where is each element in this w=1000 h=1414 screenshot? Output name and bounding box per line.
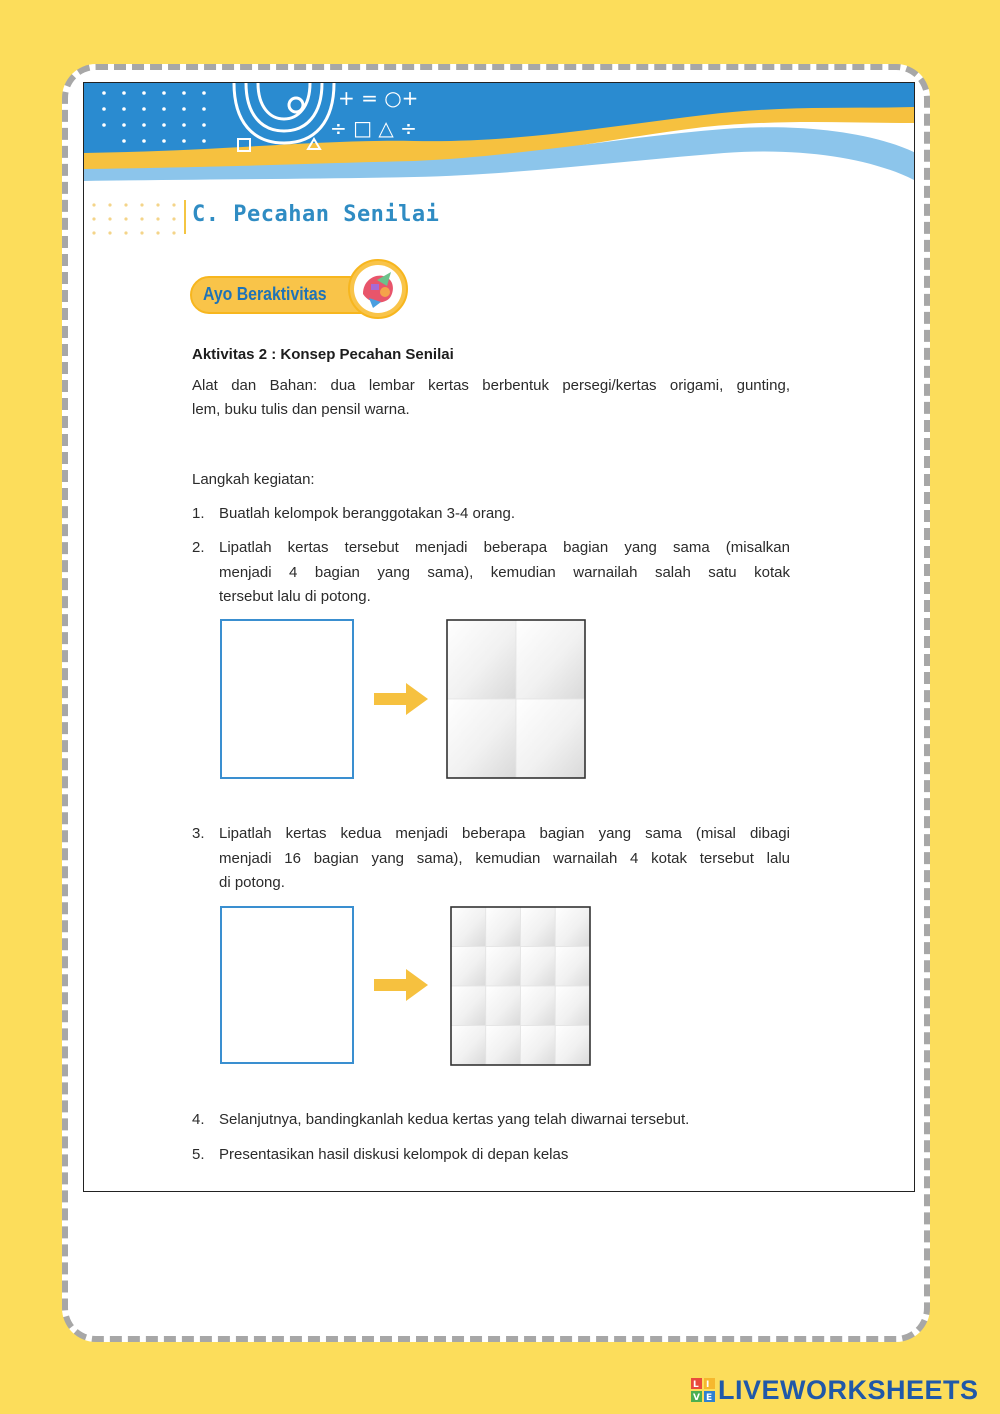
svg-text:+ = ○+: + = ○+ (338, 86, 419, 110)
step-text-line: Lipatlah kertas tersebut menjadi beberapa bagian yang sama (misalkan (219, 539, 790, 556)
activity-title: Aktivitas 2 : Konsep Pecahan Senilai (192, 346, 454, 363)
step-number: 2. (192, 539, 205, 556)
paper-fold-cell (521, 947, 556, 987)
paper-fold-cell (555, 947, 590, 987)
step-item (192, 822, 790, 896)
step-text-line: Buatlah kelompok beranggotakan 3-4 orang. (219, 505, 516, 522)
right-arrow-icon (372, 967, 430, 1003)
paper-fold-cell (516, 620, 585, 699)
activity-illustration-icon (347, 258, 409, 320)
paper-fold-cell (447, 620, 516, 699)
paper-fold-cell (516, 699, 585, 778)
step-text-line: menjadi 16 bagian yang sama), kemudian warnailah 4 kotak tersebut lalu (219, 849, 790, 867)
step-text-line: di potong. (219, 874, 285, 891)
svg-text:I: I (706, 1380, 710, 1390)
materials-line-2: lem, buku tulis dan pensil warna. (192, 401, 410, 418)
step-text-line: menjadi 4 bagian yang sama), kemudian warnailah salah satu kotak (219, 563, 790, 581)
paper-fold-cell (555, 1026, 590, 1066)
paper-fold-cell (486, 947, 521, 987)
paper-fold-cell (555, 907, 590, 947)
liveworksheets-logo[interactable] (690, 1374, 979, 1405)
title-accent-bar (184, 200, 186, 234)
paper-fold-cell (521, 907, 556, 947)
svg-text:E: E (706, 1393, 713, 1403)
paper-fold-cell (451, 986, 486, 1026)
paper-fold-cell (486, 907, 521, 947)
step-text-line: Selanjutnya, bandingkanlah kedua kertas yang telah diwarnai tersebut. (219, 1111, 690, 1128)
folded-paper-16-parts (449, 905, 592, 1067)
paper-fold-cell (451, 1026, 486, 1066)
blank-paper-square (220, 906, 354, 1064)
materials-line-1: Alat dan Bahan: dua lembar kertas berbentuk persegi/kertas origami, gunting, (192, 377, 790, 394)
right-arrow-icon (372, 681, 430, 717)
brand-name: LIVEWORKSHEETS (718, 1374, 979, 1405)
blank-paper-square (220, 619, 354, 779)
svg-text:L: L (693, 1380, 699, 1390)
decorative-dots (88, 199, 178, 239)
step-text-line: Presentasikan hasil diskusi kelompok di depan kelas (219, 1146, 569, 1163)
step-text-line: Lipatlah kertas kedua menjadi beberapa bagian yang sama (misal dibagi (219, 825, 790, 842)
step-number: 4. (192, 1111, 205, 1128)
step-item (192, 1108, 790, 1133)
folded-paper-4-parts (445, 618, 587, 780)
step-number: 5. (192, 1146, 205, 1163)
step-number: 1. (192, 505, 205, 522)
paper-fold-cell (486, 986, 521, 1026)
paper-fold-cell (555, 986, 590, 1026)
step-item (192, 1143, 790, 1168)
step-item (192, 536, 790, 610)
paper-fold-cell (451, 947, 486, 987)
step-item (192, 502, 790, 527)
paper-fold-cell (521, 986, 556, 1026)
paper-fold-cell (521, 1026, 556, 1066)
step-text-line: tersebut lalu di potong. (219, 588, 371, 605)
paper-fold-cell (447, 699, 516, 778)
section-title: C. Pecahan Senilai (192, 202, 440, 227)
activity-badge-label: Ayo Beraktivitas (203, 284, 327, 304)
paper-fold-cell (486, 1026, 521, 1066)
steps-heading: Langkah kegiatan: (192, 471, 315, 488)
liveworksheets-icon (690, 1377, 716, 1403)
step-number: 3. (192, 825, 205, 842)
decorative-math-banner (84, 83, 915, 193)
svg-text:÷ □ △ ÷: ÷ □ △ ÷ (330, 116, 417, 140)
svg-text:V: V (693, 1393, 700, 1403)
paper-fold-cell (451, 907, 486, 947)
